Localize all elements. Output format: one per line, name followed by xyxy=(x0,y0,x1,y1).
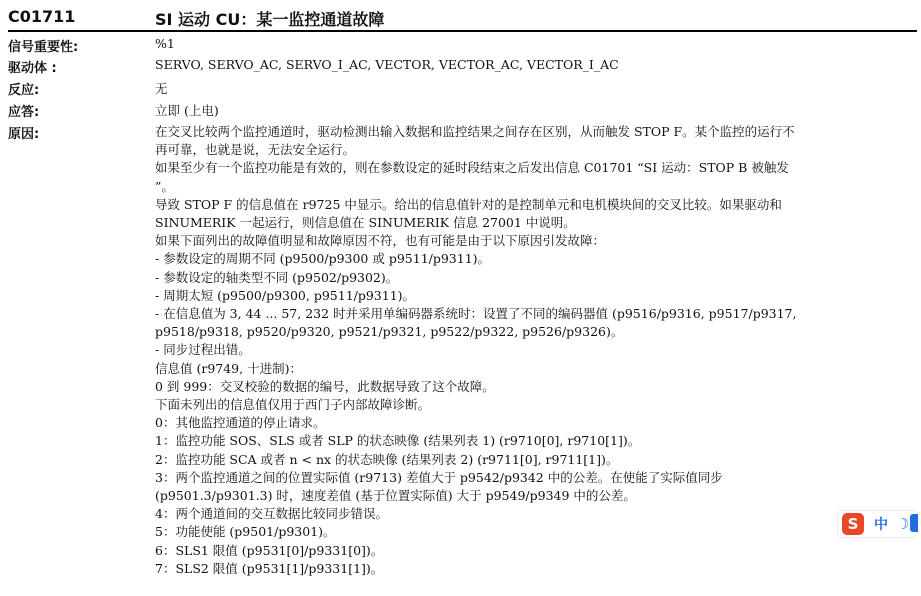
moon-icon[interactable]: ☽ xyxy=(896,515,910,533)
acknowledge-label: 应答: xyxy=(8,105,40,120)
cause-line: - 周期太短 (p9500/p9300, p9511/p9311)。 xyxy=(155,287,416,303)
cause-line: 再可靠，也就是说，无法安全运行。 xyxy=(155,142,356,158)
drive-object-value: SERVO, SERVO_AC, SERVO_I_AC, VECTOR, VECTOR_AC, VECTOR_I_AC xyxy=(155,57,619,72)
sogou-logo-icon[interactable]: S xyxy=(842,513,864,535)
cause-line: 下面未列出的信息值仅用于西门子内部故障诊断。 xyxy=(155,397,431,413)
cause-line: 如果至少有一个监控功能是有效的，则在参数设定的延时段结束之后发出信息 C01701 “SI 运动：STOP B 被触发 xyxy=(155,160,789,176)
cause-line: 4：两个通道间的交互数据比较同步错误。 xyxy=(155,506,388,522)
acknowledge-value: 立即 (上电) xyxy=(155,103,219,118)
ime-expand-handle[interactable] xyxy=(910,514,918,532)
cause-line: ”。 xyxy=(155,178,174,194)
cause-line: - 在信息值为 3, 44 ... 57, 232 时并采用单编码器系统时：设置了不同的编码器值 (p9516/p9316, p9517/p9317, xyxy=(155,306,797,322)
cause-line: 信息值 (r9749, 十进制)： xyxy=(155,360,302,376)
cause-line: p9518/p9318, p9520/p9320, p9521/p9321, p9522/p9322, p9526/p9326)。 xyxy=(155,324,624,340)
cause-text xyxy=(155,123,910,578)
cause-line: (p9501.3/p9301.3) 时，速度差值 (基于位置实际值) 大于 p9549/p9349 中的公差。 xyxy=(155,488,636,504)
cause-line: - 同步过程出错。 xyxy=(155,342,251,358)
alarm-header xyxy=(8,6,917,32)
signal-importance-value: %1 xyxy=(155,36,175,51)
cause-line: 导致 STOP F 的信息值在 r9725 中显示。给出的信息值针对的是控制单元和电机模块间的交叉比较。如果驱动和 xyxy=(155,196,782,212)
cause-line: 2：监控功能 SCA 或者 n < nx 的状态映像 (结果列表 2) (r9711[0], r9711[1])。 xyxy=(155,451,619,467)
signal-importance-label: 信号重要性: xyxy=(8,40,79,55)
ime-language-toggle[interactable]: 中 xyxy=(874,517,888,533)
alarm-code: C01711 xyxy=(8,7,76,26)
cause-line: 1：监控功能 SOS、SLS 或者 SLP 的状态映像 (结果列表 1) (r9710[0], r9710[1])。 xyxy=(155,433,641,449)
alarm-title: SI 运动 CU：某一监控通道故障 xyxy=(155,10,385,29)
cause-line: 如果下面列出的故障值明显和故障原因不符，也有可能是由于以下原因引发故障： xyxy=(155,233,606,249)
cause-line: - 参数设定的周期不同 (p9500/p9300 或 p9511/p9311)。 xyxy=(155,251,491,267)
reaction-label: 反应: xyxy=(8,83,40,98)
cause-line: 在交叉比较两个监控通道时，驱动检测出输入数据和监控结果之间存在区别，从而触发 STOP F。某个监控的运行不 xyxy=(155,124,795,139)
drive-object-label: 驱动体 : xyxy=(8,61,57,76)
cause-label: 原因: xyxy=(8,127,40,142)
cause-line: 6：SLS1 限值 (p9531[0]/p9331[0])。 xyxy=(155,542,384,558)
cause-line: 7：SLS2 限值 (p9531[1]/p9331[1])。 xyxy=(155,560,384,576)
cause-line: - 参数设定的轴类型不同 (p9502/p9302)。 xyxy=(155,269,399,285)
cause-line: SINUMERIK 一起运行，则信息值在 SINUMERIK 信息 27001 中说明。 xyxy=(155,215,576,231)
reaction-value: 无 xyxy=(155,81,168,96)
cause-line: 5：功能使能 (p9501/p9301)。 xyxy=(155,524,336,540)
ime-toolbar[interactable] xyxy=(838,511,916,537)
cause-line: 0：其他监控通道的停止请求。 xyxy=(155,415,326,431)
cause-line: 3：两个监控通道之间的位置实际值 (r9713) 差值大于 p9542/p9342 中的公差。在使能了实际值同步 xyxy=(155,469,723,485)
cause-line: 0 到 999：交叉校验的数据的编号，此数据导致了这个故障。 xyxy=(155,378,495,394)
